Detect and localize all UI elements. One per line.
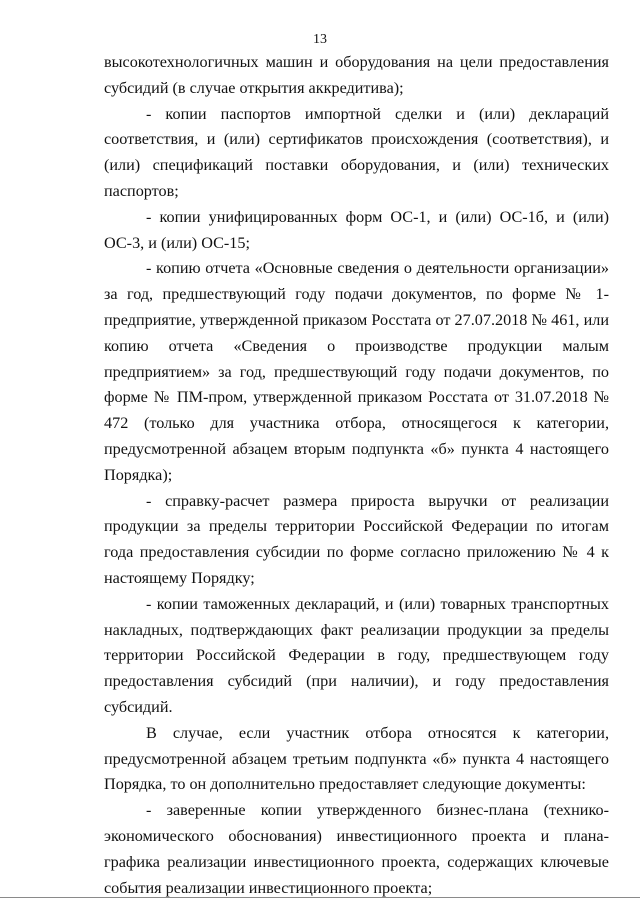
paragraph-item-customs: - копии таможенных деклараций, и (или) товарных транспортных накладных, подтверждающих факт реализации продукции за пределы территории Российской Федерации в году, предшествующем году предоставления субсидий (при наличии), и году предоставления субсидий. [104,594,609,716]
page-number: 13 [313,32,327,47]
paragraph-continuation: высокотехнологичных машин и оборудования на цели предоставления субсидий (в случае открытия аккредитива); [104,53,609,97]
paragraph-item-report: - копию отчета «Основные сведения о деятельности организации» за год, предшествующий году подачи документов, по форме № 1-предприятие, утвержденной приказом Росстата от 27.07.2018 № 461, или копию отчета «Сведения о производстве продукции малым предприятием» за год, предшествующий году подачи документов, по форме № ПМ-пром, утвержденной приказом Росстата от 31.07.2018 № 472 (только для участника отбора, относящегося к категории, предусмотренной абзацем вторым подпункта «б» пункта 4 настоящего Порядка); [104,259,609,484]
bottom-rule [0,897,640,898]
paragraph-item-business-plan: - заверенные копии утвержденного бизнес-плана (технико-экономического обоснования) инвестиционного проекта и плана-графика реализации инвестиционного проекта, содержащих ключевые события реализации инвестиционного проекта; [104,801,609,897]
paragraph-item-os-forms: - копии унифицированных форм ОС-1, и (или) ОС-1б, и (или) ОС-3, и (или) ОС-15; [104,207,609,252]
document-body [104,50,609,901]
paragraph-item-passports: - копии паспортов импортной сделки и (или) деклараций соответствия, и (или) сертификатов происхождения (соответствия), и (или) спецификаций поставки оборудования, и (или) технических паспортов; [104,104,609,200]
paragraph-category-condition: В случае, если участник отбора относятся к категории, предусмотренной абзацем третьим подпункта «б» пункта 4 настоящего Порядка, то он дополнительно предоставляет следующие документы: [104,723,609,794]
paragraph-item-revenue-calc: - справку-расчет размера прироста выручки от реализации продукции за пределы территории Российской Федерации по итогам года предоставления субсидии по форме согласно приложению № 4 к настоящему Порядку; [104,491,609,587]
